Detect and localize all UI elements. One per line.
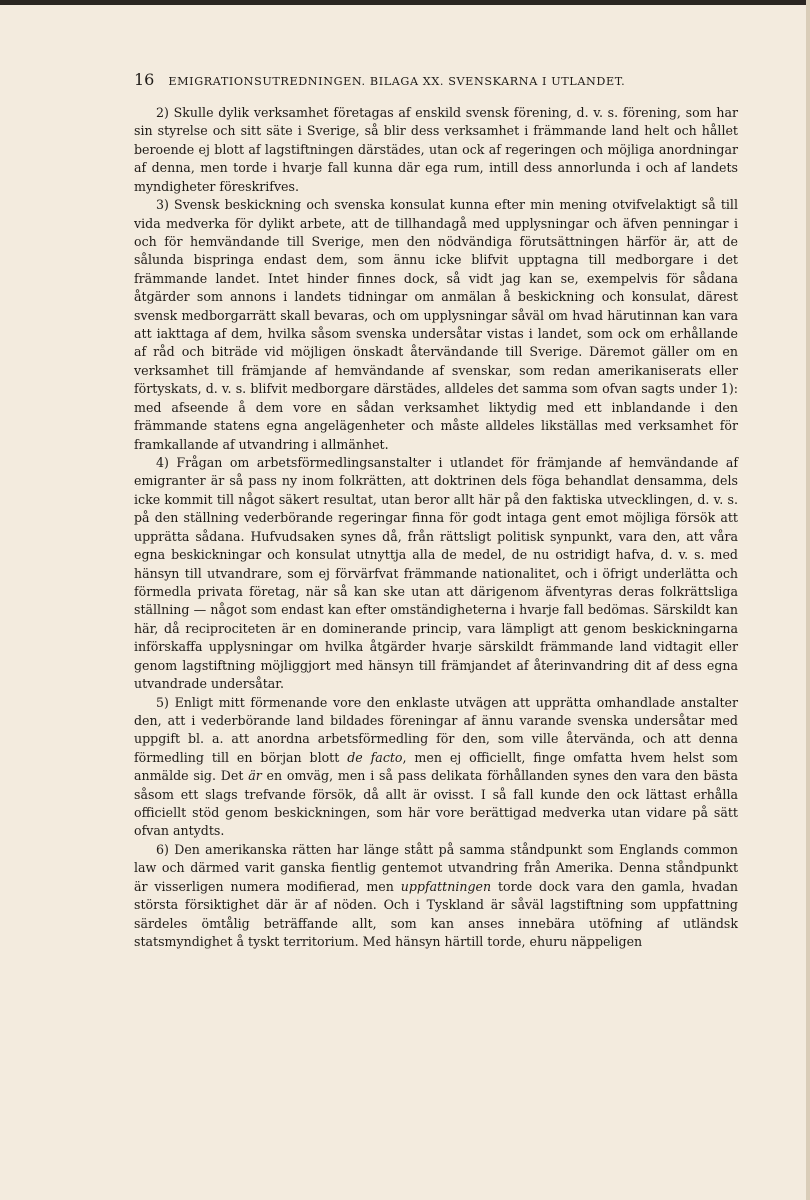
paragraph-5-italic-de-facto: de facto xyxy=(347,749,403,765)
paragraph-6-italic-uppfattningen: uppfattningen xyxy=(400,878,492,894)
paragraph-5-text-c: en omväg, men i så pass delikata förhållanden synes den vara den bästa såsom ett slags trefvande försök, då allt är ovisst. I så fall kunde den ock lättast erhålla officiellt stöd genom beskickningen, som här vore berättigad medverka utan vidare på sätt ofvan antydts. xyxy=(134,768,738,839)
paragraph-6-text-b: torde dock vara den gamla, hvadan största försiktighet där är af nöden. Och i Tyskland är såväl lagstiftning som uppfattning särdeles ömtålig beträffande allt, som kan anses innebära utöfning af utländsk statsmyndighet å tyskt territorium. Med hänsyn härtill torde, ehuru näppeligen xyxy=(134,878,738,949)
header-title: EMIGRATIONSUTREDNINGEN. BILAGA XX. SVENSKARNA I UTLANDET. xyxy=(168,75,626,88)
paragraph-6 xyxy=(134,841,738,952)
page-number: 16 xyxy=(134,70,155,89)
scan-top-border xyxy=(0,0,810,5)
scan-right-edge xyxy=(806,0,810,1200)
body-text xyxy=(134,104,738,951)
paragraph-6-text-a: 6) Den amerikanska rätten har länge stått på samma ståndpunkt som Englands common law och därmed varit ganska fientlig gentemot utvandring från Amerika. Denna ståndpunkt är visserligen numera modifierad, men xyxy=(134,841,738,894)
paragraph-4-text: 4) Frågan om arbetsförmedlingsanstalter i utlandet för främjande af hemvändande af emigranter är så pass ny inom folkrätten, att doktrinen dels föga behandlat densamma, dels icke kommit till något säkert resultat, utan beror allt här på den faktiska utvecklingen, d. v. s. på den ställning vederbörande regeringar finna för godt intaga gent emot möjliga försök att upprätta sådana. Hufvudsaken synes då, från rättsligt politisk synpunkt, vara den, att våra egna beskickningar och konsulat utnyttja alla de medel, de nu ostridigt hafva, d. v. s. med hänsyn till utvandrare, som ej förvärfvat främmande nationalitet, och i öfrigt underlätta och förmedla privata företag, när så kan ske utan att därigenom äfventyras deras folkrättsliga ställning — något som endast kan efter omständigheterna i hvarje fall bedömas. Särskildt kan här, då reciprociteten är en dominerande princip, vara lämpligt att genom beskickningarna införskaffa upplysningar om hvilka åtgärder hvarje särskildt främmande land vidtagit eller genom lagstiftning möjliggjort med hänsyn till främjandet af återinvandring dit af dess egna utvandrade undersåtar. xyxy=(134,455,738,692)
paragraph-2-text: 2) Skulle dylik verksamhet företagas af enskild svensk förening, d. v. s. förening, som har sin styrelse och sitt säte i Sverige, så blir dess verksamhet i främmande land helt och hållet beroende ej blott af lagstiftningen därstädes, utan ock af regeringen och möjliga anordningar af denna, men torde i hvarje fall kunna där ega rum, intill dess annorlunda i och af landets myndigheter föreskrifves. xyxy=(134,105,738,194)
paragraph-5 xyxy=(134,694,738,841)
running-header xyxy=(134,70,738,92)
paragraph-3 xyxy=(134,196,738,454)
paragraph-2 xyxy=(134,104,738,196)
paragraph-5-italic-ar: är xyxy=(248,768,262,784)
paragraph-3-text: 3) Svensk beskickning och svenska konsulat kunna efter min mening otvifvelaktigt så till vida medverka för dylikt arbete, att de tillhandagå med upplysningar och äfven penningar i och för hemvändande till Sverige, men den nödvändiga förutsättningen härför är, att de sålunda bispringa endast dem, som ännu icke blifvit upptagna till medborgare i det främmande landet. Intet hinder finnes dock, så vidt jag kan se, exempelvis för sådana åtgärder som annons i landets tidningar om anmälan å beskickning och konsulat, därest svensk medborgarrätt skall bevaras, och om upplysningar såväl om hvad härutinnan kan vara att iakttaga af dem, hvilka såsom svenska undersåtar vistas i landet, som ock om erhållande af råd och biträde vid möjligen önskadt återvändande till Sverige. Däremot gäller om en verksamhet till främjande af hemvändande af svenskar, som redan amerikaniserats eller förtyskats, d. v. s. blifvit medborgare därstädes, alldeles det samma som ofvan sagts under 1): med afseende å dem vore en sådan verksamhet liktydig med ett inblandande i den främmande statens egna angelägenheter och måste alldeles likställas med verksamhet för framkallande af utvandring i allmänhet. xyxy=(134,197,738,452)
paragraph-5-text-b: , men ej officiellt, finge omfatta hvem helst som anmälde sig. Det xyxy=(134,749,738,784)
paragraph-5-text-a: 5) Enligt mitt förmenande vore den enklaste utvägen att upprätta omhandlade anstalter den, att i vederbörande land bildades föreningar af ännu varande svenska undersåtar med uppgift bl. a. att anordna arbetsförmedling för den, som ville återvända, och att denna förmedling till en början blott xyxy=(134,694,738,765)
paragraph-4 xyxy=(134,454,738,693)
